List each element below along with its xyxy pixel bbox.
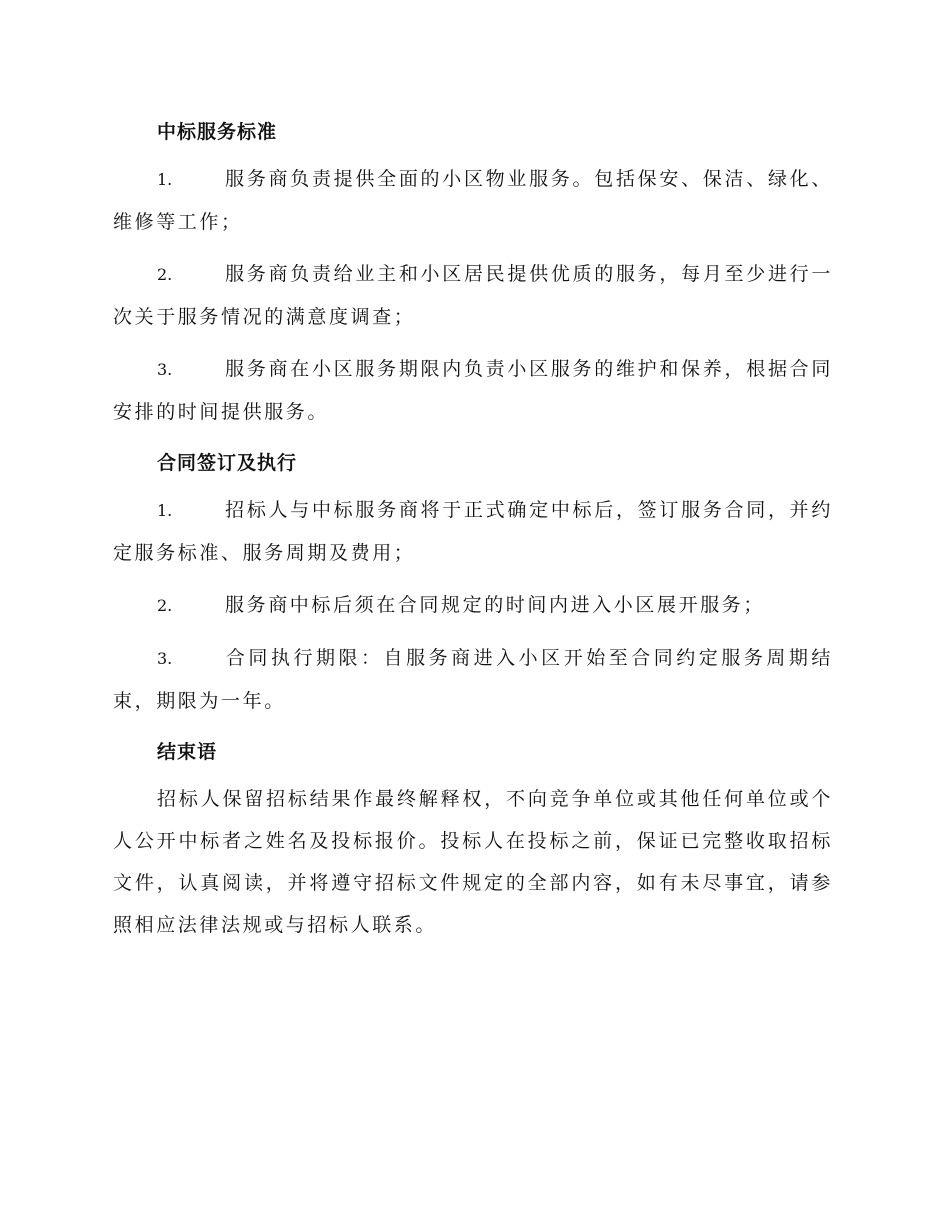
item-text: 服务商负责提供全面的小区物业服务。包括保安、保洁、绿化、维修等工作； xyxy=(113,168,833,233)
list-item xyxy=(113,584,833,627)
item-text: 招标人与中标服务商将于正式确定中标后，签订服务合同，并约定服务标准、服务周期及费用； xyxy=(113,499,833,564)
item-number: 3. xyxy=(157,360,173,379)
item-text: 服务商负责给业主和小区居民提供优质的服务，每月至少进行一次关于服务情况的满意度调查； xyxy=(113,263,833,328)
item-number: 1. xyxy=(157,170,173,189)
item-text: 服务商中标后须在合同规定的时间内进入小区展开服务； xyxy=(225,594,766,616)
list-item xyxy=(113,158,833,243)
item-number: 1. xyxy=(157,501,173,520)
section-contract xyxy=(113,443,833,722)
list-item xyxy=(113,348,833,433)
section-heading: 结束语 xyxy=(157,741,218,763)
section-closing xyxy=(113,732,833,946)
list-item xyxy=(113,253,833,338)
list-item xyxy=(113,489,833,574)
section-service-standard xyxy=(113,112,833,433)
item-text: 合同执行期限：自服务商进入小区开始至合同约定服务周期结束，期限为一年。 xyxy=(113,647,833,712)
list-item xyxy=(113,637,833,722)
document-body xyxy=(113,108,833,946)
section-heading: 合同签订及执行 xyxy=(157,452,298,474)
item-number: 2. xyxy=(157,596,173,615)
item-number: 2. xyxy=(157,265,173,284)
item-text: 服务商在小区服务期限内负责小区服务的维护和保养，根据合同安排的时间提供服务。 xyxy=(113,358,833,423)
section-heading: 中标服务标准 xyxy=(157,121,278,143)
item-number: 3. xyxy=(157,649,173,668)
closing-paragraph: 招标人保留招标结果作最终解释权，不向竞争单位或其他任何单位或个人公开中标者之姓名及投标报价。投标人在投标之前，保证已完整收取招标文件，认真阅读，并将遵守招标文件规定的全部内容，如有未尽事宜，请参照相应法律法规或与招标人联系。 xyxy=(113,788,833,936)
